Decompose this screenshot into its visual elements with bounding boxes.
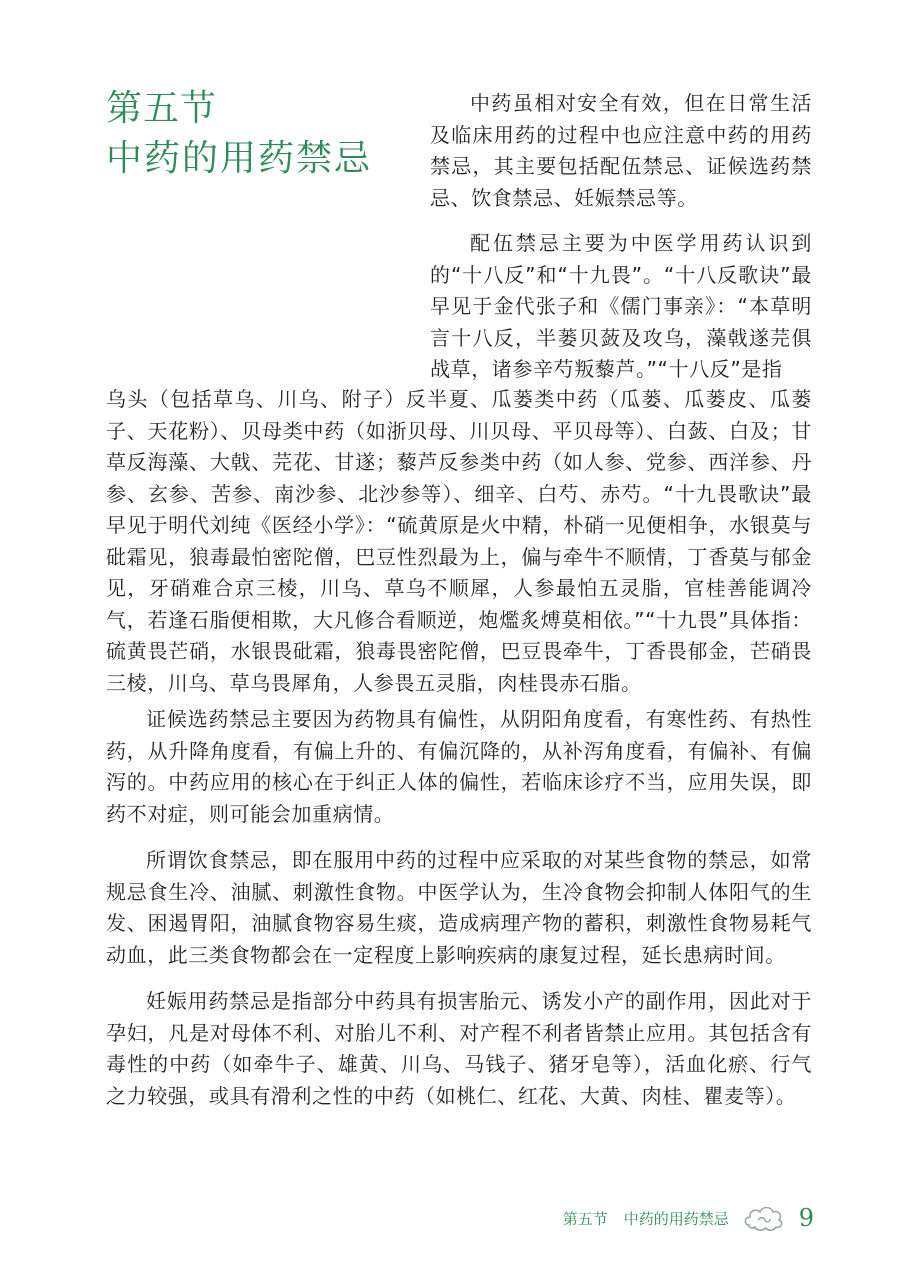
section-heading (106, 86, 406, 184)
cloud-icon (743, 1203, 785, 1233)
compatibility-paragraph-start: 配伍禁忌主要为中医学用药认识到的“十八反”和“十九畏”。“十八反歌诀”最早见于金代张子和《儒门事亲》：“本草明言十八反，半蒌贝蔹及攻乌，藻戟遂芫俱战草，诸参辛芍叛藜芦。”“十八反”是指 (430, 231, 812, 381)
footer-title-label: 中药的用药禁忌 (623, 1209, 729, 1228)
section-title: 中药的用药禁忌 (106, 138, 373, 179)
diet-paragraph: 所谓饮食禁忌，即在服用中药的过程中应采取的对某些食物的禁忌，如常规忌食生冷、油腻、刺激性食物。中医学认为，生冷食物会抑制人体阳气的生发、困遏胃阳，油腻食物容易生痰，造成病理产物的蓄积，刺激性食物易耗气动血，此三类食物都会在一定程度上影响疾病的康复过程，延长患病时间。 (106, 848, 812, 967)
section-number: 第五节 (106, 88, 218, 129)
intro-paragraph: 中药虽相对安全有效，但在日常生活及临床用药的过程中也应注意中药的用药禁忌，其主要包括配伍禁忌、证候选药禁忌、饮食禁忌、妊娠禁忌等。 (430, 91, 812, 210)
page-number: 9 (798, 1204, 814, 1232)
footer-section-label: 第五节 (562, 1209, 608, 1228)
pregnancy-paragraph: 妊娠用药禁忌是指部分中药具有损害胎元、诱发小产的副作用，因此对于孕妇，凡是对母体不利、对胎儿不利、对产程不利者皆禁止应用。其包括含有毒性的中药（如牵牛子、雄黄、川乌、马钱子、猪牙皂等），活血化瘀、行气之力较强，或具有滑利之性的中药（如桃仁、红花、大黄、肉桂、瞿麦等）。 (106, 989, 812, 1108)
syndrome-paragraph: 证候选药禁忌主要因为药物具有偏性，从阴阳角度看，有寒性药、有热性药，从升降角度看，有偏上升的、有偏沉降的，从补泻角度看，有偏补、有偏泻的。中药应用的核心在于纠正人体的偏性，若临床诊疗不当，应用失误，即药不对症，则可能会加重病情。 (106, 707, 812, 826)
compatibility-paragraph-continued: 乌头（包括草乌、川乌、附子）反半夏、瓜蒌类中药（瓜蒌、瓜蒌皮、瓜蒌子、天花粉）、贝母类中药（如浙贝母、川贝母、平贝母等）、白蔹、白及；甘草反海藻、大戟、芫花、甘遂；藜芦反参类中药（如人参、党参、西洋参、丹参、玄参、苦参、南沙参、北沙参等）、细辛、白芍、赤芍。“十九畏歌诀”最早见于明代刘纯《医经小学》：“硫黄原是火中精，朴硝一见便相争，水银莫与砒霜见，狼毒最怕密陀僧，巴豆性烈最为上，偏与牵牛不顺情，丁香莫与郁金见，牙硝难合京三棱，川乌、草乌不顺犀，人参最怕五灵脂，官桂善能调冷气，若逢石脂便相欺，大凡修合看顺逆，炮爁炙煿莫相依。”“十九畏”具体指：硫黄畏芒硝，水银畏砒霜，狼毒畏密陀僧，巴豆畏牵牛，丁香畏郁金，芒硝畏三棱，川乌、草乌畏犀角，人参畏五灵脂，肉桂畏赤石脂。 (106, 387, 812, 695)
page-footer (563, 1198, 814, 1238)
